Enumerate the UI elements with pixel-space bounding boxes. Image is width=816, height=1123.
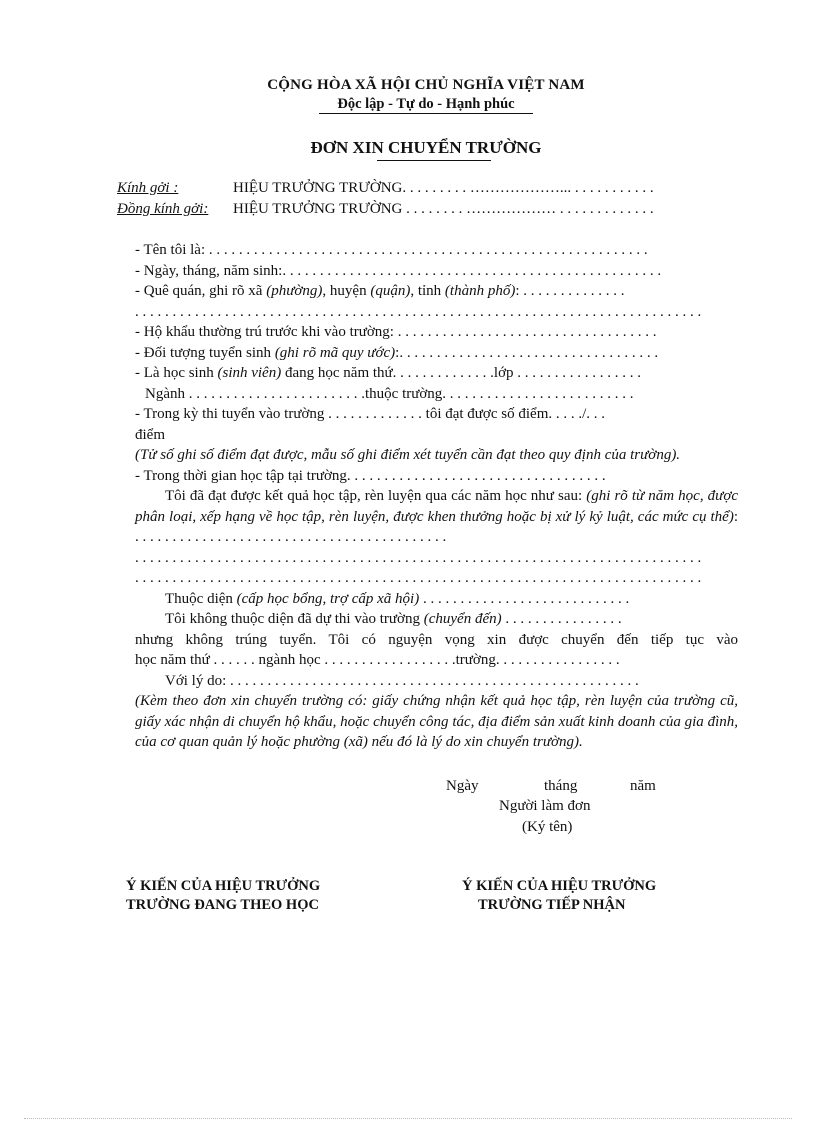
attachment-note: (Kèm theo đơn xin chuyển trường có: giấy chứng nhận kết quả học tập, rèn luyện của trường cũ, giấy xác nhận di chuyển hộ khẩu, hoặc chuyển công tác, địa điểm sản xuất kinh doanh của gia đình, của cơ quan quản lý hoặc phường (xã) nếu đó là lý do xin chuyển trường). [135,693,738,750]
hometown-district: (quận) [370,283,411,299]
transfer-dots: . . . . . . . . . . . . . . . . [501,611,622,627]
dots-line: . . . . . . . . . . . . . . . . . . . . . . . . . . . . . . . . . . . . . . . . . . . . . . . . . . . . . . . . . . . . . . . . . . . . . . . . . . . . [135,549,702,566]
enroll-note: (ghi rõ mã quy ước) [274,344,396,361]
student-text-b: đang học năm thứ. . . . . . . . . . . . . .lớp . . . . . . . . . . . . . . . . . [281,365,642,381]
student-note: (sinh viên) [217,365,282,381]
hometown-ward: (phường) [266,283,323,299]
student-text-a: - Là học sinh [135,365,218,381]
field-residence: - Hộ khẩu thường trú trước khi vào trường: . . . . . . . . . . . . . . . . . . . . . . . . . . . . . . . . . . . [135,324,657,340]
field-transfer-line-2: nhưng không trúng tuyển. Tôi có nguyện vọng xin được chuyển đến tiếp tục vào [135,631,738,648]
exam-note: (Tử số ghi số điểm đạt được, mẫu số ghi điểm xét tuyển cần đạt theo quy định của trường). [135,447,681,463]
sign-month: tháng [544,778,578,794]
field-category [135,589,738,610]
hometown-text-a: - Quê quán, ghi rõ xã [135,283,267,299]
recipient-1-label [117,180,178,197]
opinion-current-school-1: Ý KIẾN CỦA HIỆU TRƯỞNG [126,878,321,894]
dots-line: . . . . . . . . . . . . . . . . . . . . . . . . . . . . . . . . . . . . . . . . . . . . . . . . . . . . . . . . . . . . . . . . . . . . . . . . . . . . [135,303,702,320]
sign-label: (Ký tên) [522,819,573,835]
recipient-2-label [117,201,208,218]
opinion-receiving-school-2: TRƯỜNG TIẾP NHẬN [478,897,626,913]
transfer-note: (chuyển đến) [423,611,502,627]
field-transfer-line-3: học năm thứ . . . . . . ngành học . . . . . . . . . . . . . . . . . .trường. . . . . . . . . . . . . . . . . [135,652,620,668]
country-heading: CỘNG HÒA XÃ HỘI CHỦ NGHĨA VIỆT NAM [267,77,585,93]
recipient-2-value: HIỆU TRƯỞNG TRƯỜNG . . . . . . . . ……………… . . . . . . . . . . . . . [233,201,654,217]
opinion-current-school-2: TRƯỜNG ĐANG THEO HỌC [126,897,319,913]
results-note: (ghi rõ từ năm học, được phân loại, xếp hạng về học tập, rèn luyện, được khen thưởng hoặc bị xử lý kỷ luật, các mức cụ thể) [135,488,738,525]
field-transfer [135,609,738,630]
title-underline [377,160,491,161]
category-text: Thuộc diện [165,590,237,607]
field-exam: - Trong kỳ thi tuyển vào trường . . . . . . . . . . . . . tôi đạt được số điểm. . . . ./. . . [135,406,606,422]
enroll-dots: :. . . . . . . . . . . . . . . . . . . . . . . . . . . . . . . . . . . [395,344,659,361]
sign-day: Ngày [446,778,479,794]
motto [0,96,816,113]
field-enrollment [135,343,738,364]
page-bottom-divider [24,1118,792,1119]
page-title: ĐƠN XIN CHUYỂN TRƯỜNG [310,138,542,157]
motto-text: Độc lập - Tự do - Hạnh phúc [319,96,532,114]
category-note: (cấp học bổng, trợ cấp xã hội) [236,590,420,607]
hometown-text-b: , huyện [322,283,371,299]
field-exam-end: điểm [135,426,165,443]
recipient-1-label-text: Kính gởi : [117,180,179,196]
category-dots: . . . . . . . . . . . . . . . . . . . . . . . . . . . . [419,590,630,607]
hometown-text-c: , tỉnh [410,283,445,299]
recipient-2-label-text: Đồng kính gởi: [117,201,209,217]
form-body [135,240,738,753]
field-reason: Với lý do: . . . . . . . . . . . . . . . . . . . . . . . . . . . . . . . . . . . . . . . . . . . . . . . . . . . . . . . [165,672,639,689]
opinion-receiving-school-1: Ý KIẾN CỦA HIỆU TRƯỞNG [462,878,657,894]
results-text: Tôi đã đạt được kết quả học tập, rèn luyện qua các năm học như sau: [165,488,587,504]
applicant-label: Người làm đơn [499,798,591,814]
recipient-1-value: HIỆU TRƯỞNG TRƯỜNG. . . . . . . . . ………………... . . . . . . . . . . . [233,180,654,196]
field-results [135,486,738,548]
dots-line: . . . . . . . . . . . . . . . . . . . . . . . . . . . . . . . . . . . . . . . . . . . . . . . . . . . . . . . . . . . . . . . . . . . . . . . . . . . . [135,570,702,586]
field-study-period: - Trong thời gian học tập tại trường. . . . . . . . . . . . . . . . . . . . . . . . . . . . . . . . . . . [135,467,606,484]
hometown-city: (thành phố) [444,283,516,299]
sign-year: năm [630,778,656,794]
results-dots: : . . . . . . . . . . . . . . . . . . . . . . . . . . . . . . . . . . . . . . . . . . [135,508,738,545]
transfer-text: Tôi không thuộc diện đã dự thi vào trường [165,611,424,627]
enroll-text-a: - Đối tượng tuyển sinh [135,344,275,361]
hometown-dots: : . . . . . . . . . . . . . . [515,283,625,299]
field-student [135,363,738,384]
field-hometown [135,281,738,302]
field-major: Ngành . . . . . . . . . . . . . . . . . . . . . . . .thuộc trường. . . . . . . . . . . . . . . . . . . . . . . . . . [145,385,634,402]
field-dob: - Ngày, tháng, năm sinh:. . . . . . . . . . . . . . . . . . . . . . . . . . . . . . . . . . . . . . . . . . . . . . . . . . . [135,262,662,279]
field-name: - Tên tôi là: . . . . . . . . . . . . . . . . . . . . . . . . . . . . . . . . . . . . . . . . . . . . . . . . . . . . . . . . . . . [135,242,648,258]
